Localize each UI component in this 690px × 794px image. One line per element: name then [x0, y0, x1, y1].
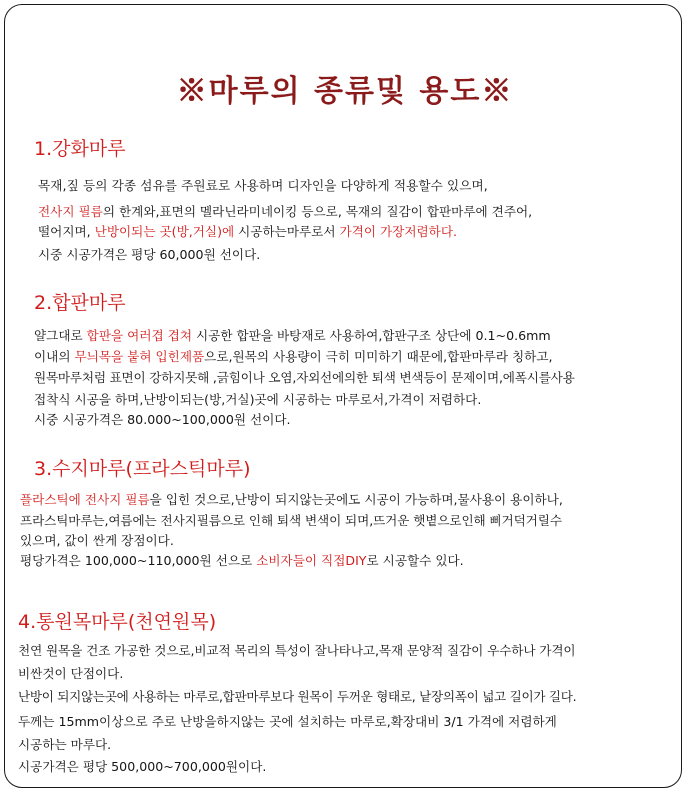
section-1-line-3-a: 떨어지며, — [38, 224, 95, 239]
highlight-transfer-film: 전사지 필름 — [38, 204, 103, 219]
section-2-line-5: 시중 시공가격은 80.000~100,000원 선이다. — [34, 412, 291, 427]
section-3-line-2: 프라스틱마루는,여름에는 전사지필름으로 인해 퇴색 변색이 되며,뜨거운 햇볕으로인해 삐거덕거릴수 — [20, 513, 562, 528]
highlight-heated-room: 난방이되는 곳(방,거실)에 — [94, 224, 235, 239]
section-4-line-2: 비싼것이 단점이다. — [18, 666, 124, 681]
section-2-line-3: 원목마루처럼 표면이 강하지못해 ,긁힘이나 오염,자외선에의한 퇴색 변색등이 문제이며,에폭시를사용 — [34, 370, 575, 385]
section-4-heading: 4.통원목마루(천연원목) — [18, 611, 217, 633]
section-2-line-4: 접착식 시공을 하며,난방이되는(방,거실)곳에 시공하는 마루로서,가격이 저렴하다. — [34, 392, 482, 407]
section-2-line-1 — [34, 325, 551, 344]
section-1-line-4: 시중 시공가격은 평당 60,000원 선이다. — [38, 247, 261, 262]
section-4-line-1: 천연 원목을 건조 가공한 것으로,비교적 목리의 특성이 잘나타나고,목재 문양적 질감이 우수하나 가격이 — [18, 643, 576, 658]
section-3-heading: 3.수지마루(프라스틱마루) — [34, 458, 251, 480]
highlight-veneer: 무늬목을 붙혀 입힌제품 — [74, 349, 205, 364]
highlight-cheapest: 가격이 가장저렴하다. — [339, 224, 458, 239]
section-3-line-1-b: 을 입힌 것으로,난방이 되지않는곳에도 시공이 가능하며,물사용이 용이하나, — [149, 492, 563, 507]
section-1-line-3 — [38, 221, 457, 240]
section-4-line-6: 시공가격은 평당 500,000~700,000원이다. — [18, 759, 267, 774]
highlight-diy: 소비자들이 직접DIY — [256, 553, 367, 568]
section-3-line-4 — [20, 550, 464, 569]
section-2-line-2-c: 으로,원목의 사용량이 극히 미미하기 때문에,합판마루라 칭하고, — [204, 349, 553, 364]
section-2-line-1-c: 시공한 합판을 바탕재로 사용하여,합판구조 상단에 0.1~0.6mm — [192, 328, 551, 343]
section-2-heading: 2.합판마루 — [34, 292, 126, 314]
section-1-line-1: 목재,짚 등의 각종 섬유를 주원료로 사용하며 디자인을 다양하게 적용할수 있으며, — [38, 178, 488, 193]
section-4-line-5: 시공하는 마루다. — [18, 737, 112, 752]
section-2-line-1-a: 얄그대로 — [34, 328, 87, 343]
section-3-line-4-c: 로 시공할수 있다. — [366, 553, 464, 568]
section-2-line-2 — [34, 346, 553, 365]
section-3-line-3: 있으며, 값이 싼게 장점이다. — [20, 533, 174, 548]
section-1-line-3-c: 시공하는마루로서 — [234, 224, 340, 239]
section-3-line-1 — [20, 489, 563, 508]
page-title: ※마루의 종류및 용도※ — [176, 74, 514, 109]
section-3-line-4-a: 평당가격은 100,000~110,000원 선으로 — [20, 553, 257, 568]
section-2-line-2-a: 이내의 — [34, 349, 75, 364]
section-1-line-2-text: 의 한계와,표면의 멜라닌라미네이킹 등으로, 목재의 질감이 합판마루에 견주어, — [102, 204, 533, 219]
highlight-layered-plywood: 합판을 여러겹 겹쳐 — [86, 328, 193, 343]
section-1-heading: 1.강화마루 — [34, 138, 126, 160]
section-4-line-4: 두께는 15mm이상으로 주로 난방을하지않는 곳에 설치하는 마루로,확장대비 3/1 가격에 저렴하게 — [18, 714, 557, 729]
highlight-plastic-film: 플라스틱에 전사지 필름 — [20, 492, 150, 507]
section-1-line-2 — [38, 201, 532, 220]
section-4-line-3: 난방이 되지않는곳에 사용하는 마루로,합판마루보다 원목이 두꺼운 형태로, 낱장의폭이 넓고 길이가 길다. — [18, 689, 577, 704]
